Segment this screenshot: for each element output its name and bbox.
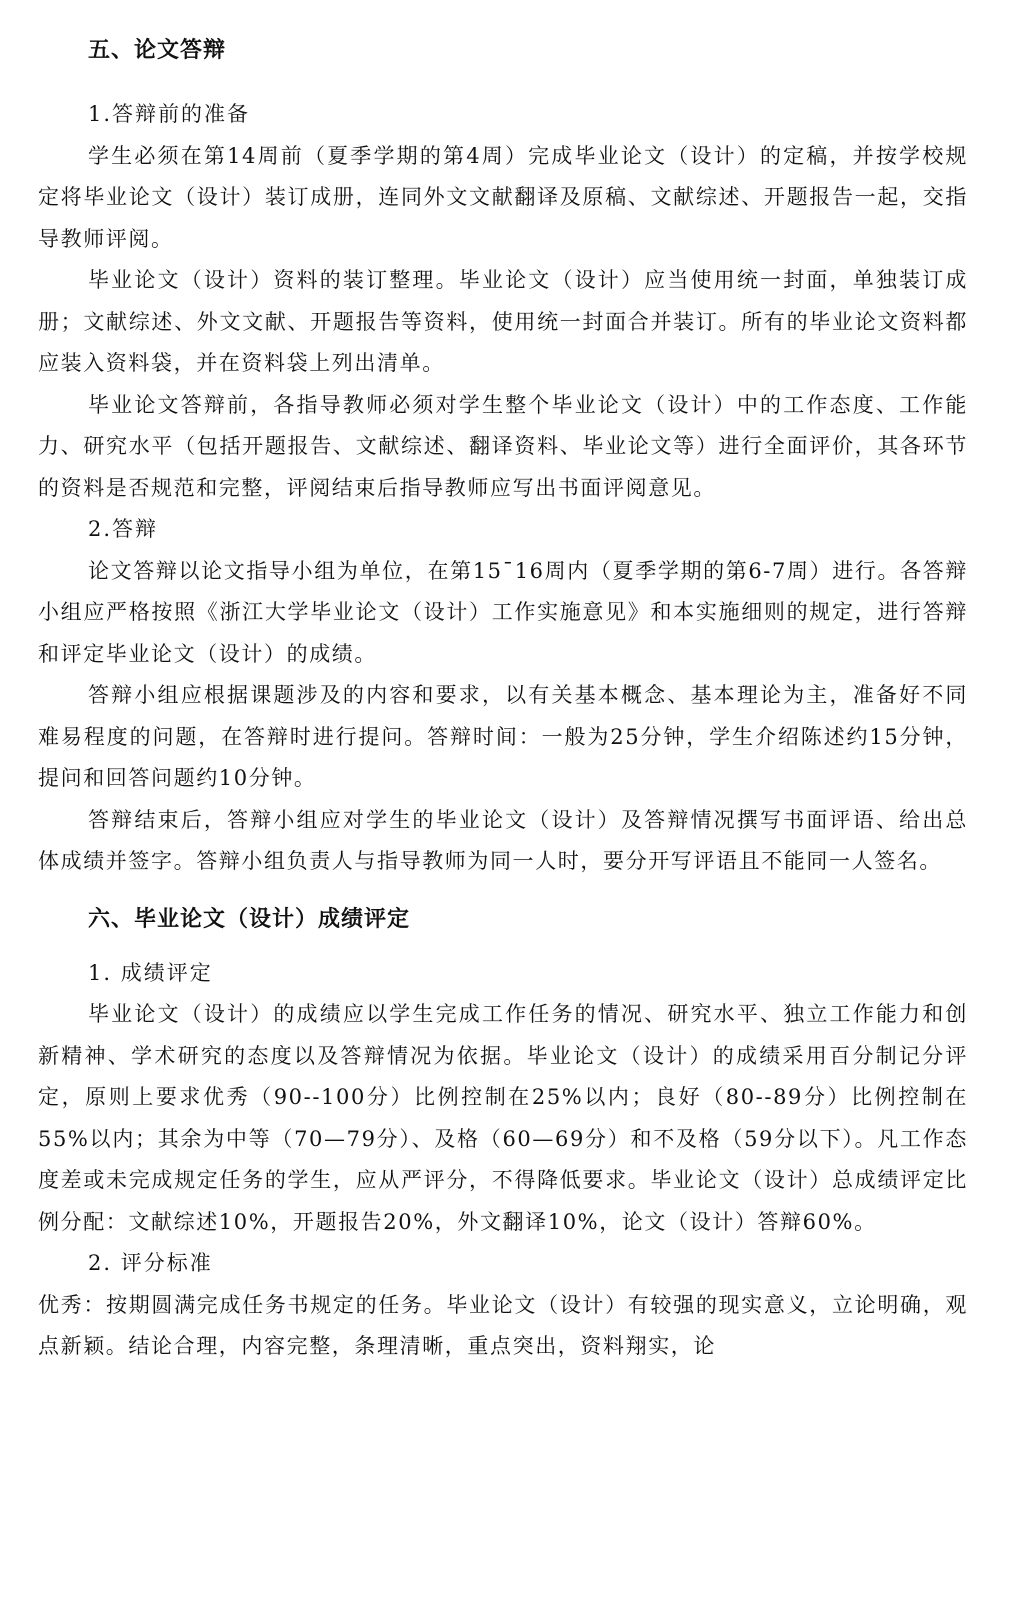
paragraph-evaluation: 毕业论文答辩前，各指导教师必须对学生整个毕业论文（设计）中的工作态度、工作能力、研究水平（包括开题报告、文献综述、翻译资料、毕业论文等）进行全面评价，其各环节的资料是否规范和完整，评阅结束后指导教师应写出书面评阅意见。 bbox=[38, 392, 968, 500]
document-page bbox=[38, 22, 968, 1368]
section-heading-defense: 五、论文答辩 bbox=[88, 38, 227, 63]
paragraph-binding: 毕业论文（设计）资料的装订整理。毕业论文（设计）应当使用统一封面，单独装订成册；文献综述、外文文献、开题报告等资料，使用统一封面合并装订。所有的毕业论文资料都应装入资料袋，并在资料袋上列出清单。 bbox=[38, 268, 968, 375]
paragraph-grading-rules: 毕业论文（设计）的成绩应以学生完成工作任务的情况、研究水平、独立工作能力和创新精神、学术研究的态度以及答辩情况为依据。毕业论文（设计）的成绩采用百分制记分评定，原则上要求优秀（90--100分）比例控制在25%以内；良好（80--89分）比例控制在55%以内；其余为中等（70—79分）、及格（60—69分）和不及格（59分以下）。凡工作态度差或未完成规定任务的学生，应从严评分，不得降低要求。毕业论文（设计）总成绩评定比例分配：文献综述10%，开题报告20%，外文翻译10%，论文（设计）答辩60%。 bbox=[38, 1002, 968, 1234]
paragraph-defense-schedule: 论文答辩以论文指导小组为单位，在第15¯16周内（夏季学期的第6-7周）进行。各答辩小组应严格按照《浙江大学毕业论文（设计）工作实施意见》和本实施细则的规定，进行答辩和评定毕业论文（设计）的成绩。 bbox=[38, 558, 968, 666]
paragraph-finalize-thesis: 学生必须在第14周前（夏季学期的第4周）完成毕业论文（设计）的定稿，并按学校规定将毕业论文（设计）装订成册，连同外文文献翻译及原稿、文献综述、开题报告一起，交指导教师评阅。 bbox=[38, 143, 968, 251]
paragraph-defense-questions: 答辩小组应根据课题涉及的内容和要求，以有关基本概念、基本理论为主，准备好不同难易程度的问题，在答辩时进行提问。答辩时间：一般为25分钟，学生介绍陈述约15分钟，提问和回答问题约10分钟。 bbox=[38, 683, 968, 790]
subheading-preparation: 1.答辩前的准备 bbox=[88, 102, 251, 126]
subheading-scoring-criteria: 2. 评分标准 bbox=[88, 1251, 213, 1275]
paragraph-excellent-criteria: 优秀：按期圆满完成任务书规定的任务。毕业论文（设计）有较强的现实意义，立论明确，观点新颖。结论合理，内容完整，条理清晰，重点突出，资料翔实，论 bbox=[38, 1292, 968, 1358]
subheading-grade-assessment: 1. 成绩评定 bbox=[88, 960, 213, 985]
paragraph-defense-comments: 答辩结束后，答辩小组应对学生的毕业论文（设计）及答辩情况撰写书面评语、给出总体成绩并签字。答辩小组负责人与指导教师为同一人时，要分开写评语且不能同一人签名。 bbox=[38, 807, 968, 873]
section-heading-grading: 六、毕业论文（设计）成绩评定 bbox=[88, 906, 411, 932]
subheading-defense: 2.答辩 bbox=[88, 517, 159, 541]
